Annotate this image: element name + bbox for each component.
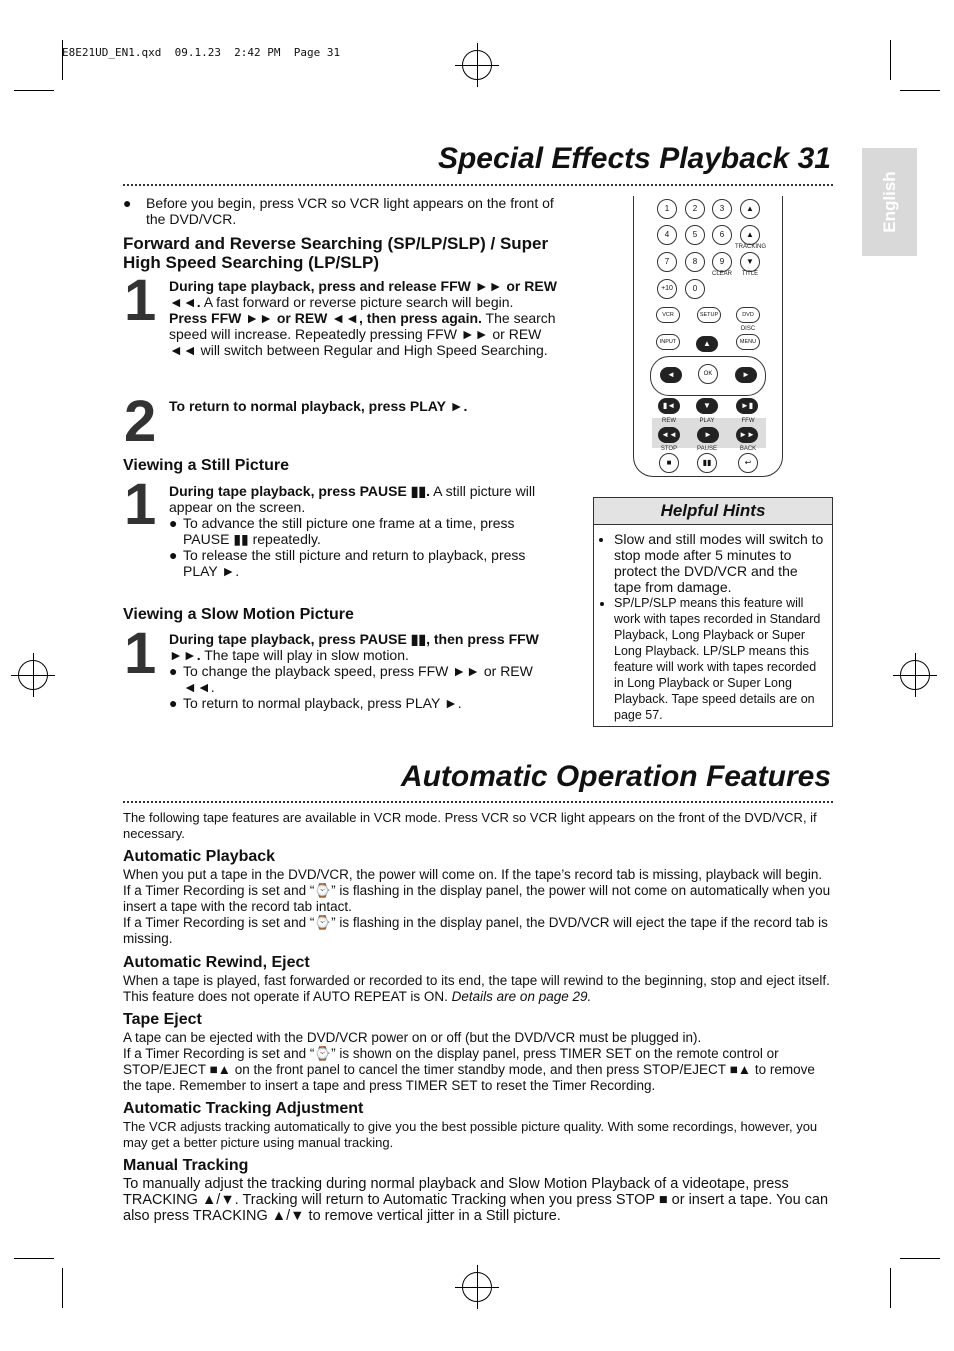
remote-label-play: PLAY: [699, 418, 715, 424]
automatic-rewind-text: When a tape is played, fast forwarded or recorded to its end, the tape will rewind to the beginning, stop and eject itself. This feature does not operate if AUTO REPEAT is ON. Details are on page 29.: [123, 973, 830, 1004]
crop-mark: [14, 1258, 54, 1259]
language-tab-label: English: [879, 171, 899, 233]
remote-button-vcr: VCR: [656, 307, 680, 323]
manual-tracking-text: To manually adjust the tracking during normal playback and Slow Motion Playback of a videotape, press TRACKING ▲/▼. Tracking will return to Automatic Tracking when you press STOP ■ or insert a tape. You can also press TRACKING ▲/▼ to remove vertical jitter in a Still picture.: [123, 1176, 829, 1224]
remote-back-icon: ↩: [738, 453, 758, 473]
remote-button-9: 9: [712, 252, 732, 272]
remote-skip-forward-icon: ►▮: [736, 398, 758, 414]
remote-button-5: 5: [685, 225, 705, 245]
remote-label-ffw: FFW: [741, 418, 755, 424]
automatic-rewind-heading: Automatic Rewind, Eject: [123, 954, 310, 971]
remote-button-tracking-down: ▼: [740, 252, 760, 272]
remote-skip-back-icon: ▮◄: [658, 398, 680, 414]
remote-illustration: [633, 196, 783, 477]
slow-step: During tape playback, press PAUSE ▮▮, then press FFW ►►. The tape will play in slow motion. ● To change the playback speed, press FFW ►► or REW ◄◄. ● To return to normal playback, press PLAY ►.: [169, 631, 539, 711]
remote-rew-icon: ◄◄: [658, 427, 680, 443]
registration-mark: [18, 660, 48, 690]
crop-mark: [14, 90, 54, 91]
tape-eject-heading: Tape Eject: [123, 1011, 202, 1028]
automatic-tracking-text: The VCR adjusts tracking automatically to give you the best possible picture quality. With some recordings, however, you may get a better picture using manual tracking.: [123, 1119, 818, 1150]
remote-label-tracking: TRACKING: [735, 244, 767, 250]
remote-label-back: BACK: [739, 446, 757, 452]
remote-button-up: ▲: [740, 199, 760, 219]
remote-pause-icon: ▮▮: [697, 453, 717, 473]
remote-ffw-icon: ►►: [736, 427, 758, 443]
registration-mark: [462, 50, 492, 80]
remote-left-arrow-icon: ◄: [660, 367, 682, 383]
remote-button-plus10: +10: [657, 279, 677, 299]
remote-button-2: 2: [685, 199, 705, 219]
remote-button-ok: OK: [698, 364, 718, 384]
remote-play-icon: ►: [697, 427, 719, 443]
slow-heading: Viewing a Slow Motion Picture: [123, 606, 354, 623]
helpful-hints-box: [593, 497, 833, 727]
remote-stop-icon: ■: [659, 453, 679, 473]
print-slug: E8E21UD_EN1.qxd 09.1.23 2:42 PM Page 31: [62, 46, 341, 59]
section-divider: [123, 801, 833, 803]
remote-label-pause: PAUSE: [697, 446, 717, 452]
crop-mark: [900, 90, 940, 91]
crop-mark: [890, 1268, 891, 1308]
step-number: 1: [124, 621, 157, 686]
registration-mark: [462, 1272, 492, 1302]
remote-button-dvd: DVD: [736, 307, 760, 323]
bullet-icon: ●: [123, 195, 132, 211]
forward-step1: During tape playback, press and release FFW ►► or REW ◄◄. A fast forward or reverse picture search will begin. Press FFW ►► or REW ◄◄, then press again. The search speed will increase. Repeatedly pressing FFW ►► or REW ◄◄ will switch between Regular and High Speed Searching.: [169, 278, 557, 358]
remote-button-6: 6: [712, 225, 732, 245]
helpful-hints-title: Helpful Hints: [594, 498, 832, 525]
hint-item: • Slow and still modes will switch to stop mode after 5 minutes to protect the DVD/VCR and the tape from damage.: [614, 531, 826, 595]
forward-step2: To return to normal playback, press PLAY ►.: [169, 398, 468, 414]
remote-button-1: 1: [657, 199, 677, 219]
section2-intro: The following tape features are available in VCR mode. Press VCR so VCR light appears on the front of the DVD/VCR, if necessary.: [123, 810, 817, 841]
automatic-tracking-heading: Automatic Tracking Adjustment: [123, 1100, 364, 1117]
remote-down-arrow-icon: ▼: [696, 398, 718, 414]
registration-mark: [900, 660, 930, 690]
crop-mark: [890, 40, 891, 80]
automatic-playback-heading: Automatic Playback: [123, 848, 276, 865]
tape-eject-text: A tape can be ejected with the DVD/VCR power on or off (but the DVD/VCR must be plugged in). If a Timer Recording is set and “⌚” is shown on the display panel, press TIMER SET on the remote control or STOP/EJECT ■▲ on the front panel to cancel the timer standby mode, and then press STOP/EJECT ■▲ to remove the tape. Remember to insert a tape and press TIMER SET to reset the Timer Recording.: [123, 1030, 815, 1093]
forward-reverse-heading: Forward and Reverse Searching (SP/LP/SLP) / Super High Speed Searching (LP/SLP): [123, 234, 549, 272]
remote-label-disc: DISC: [740, 326, 756, 332]
hint-item: • SP/LP/SLP means this feature will work with tapes recorded in Standard Playback, Long Playback or Super Long Playback. LP/SLP means this feature will work with tapes recorded in Long Playback or Super Long Playback. Tape speed details are on page 57.: [614, 595, 826, 723]
still-step: During tape playback, press PAUSE ▮▮. A still picture will appear on the screen. ● To advance the still picture one frame at a time, press PAUSE ▮▮ repeatedly. ● To release the still picture and return to playback, press PLAY ►.: [169, 483, 536, 579]
page-title: Special Effects Playback 31: [437, 142, 831, 175]
step-number: 2: [124, 389, 157, 454]
step-number: 1: [124, 472, 157, 537]
intro-text: ● Before you begin, press VCR so VCR light appears on the front of the DVD/VCR.: [123, 195, 554, 227]
remote-button-7: 7: [657, 252, 677, 272]
remote-label-title: TITLE: [741, 271, 759, 277]
remote-label-rew: REW: [662, 418, 676, 424]
remote-label-clear: CLEAR: [711, 271, 732, 277]
remote-label-stop: STOP: [660, 446, 678, 452]
section-title: Automatic Operation Features: [400, 760, 831, 793]
crop-mark: [62, 1268, 63, 1308]
remote-button-3: 3: [712, 199, 732, 219]
remote-button-menu: MENU: [736, 334, 760, 350]
helpful-hints-list: [594, 525, 832, 723]
remote-button-setup: SETUP: [697, 307, 721, 323]
remote-right-arrow-icon: ►: [735, 367, 757, 383]
crop-mark: [900, 1258, 940, 1259]
title-divider: [123, 184, 833, 186]
language-tab: [862, 148, 917, 256]
remote-button-tracking-up: ▲: [740, 225, 760, 245]
remote-button-input: INPUT: [656, 334, 680, 350]
remote-button-8: 8: [685, 252, 705, 272]
remote-button-0: 0: [685, 279, 705, 299]
manual-tracking-heading: Manual Tracking: [123, 1157, 249, 1174]
step-number: 1: [124, 268, 157, 333]
automatic-playback-text: When you put a tape in the DVD/VCR, the power will come on. If the tape’s record tab is missing, playback will begin. If a Timer Recording is set and “⌚” is flashing in the display panel, the power will not come on automatically when you insert a tape with the record tab intact. If a Timer Recording is set and “⌚” is flashing in the display panel, the DVD/VCR will eject the tape if the record tab is missing.: [123, 867, 831, 946]
remote-button-4: 4: [657, 225, 677, 245]
remote-up-arrow-icon: ▲: [696, 336, 718, 352]
still-heading: Viewing a Still Picture: [123, 457, 289, 474]
